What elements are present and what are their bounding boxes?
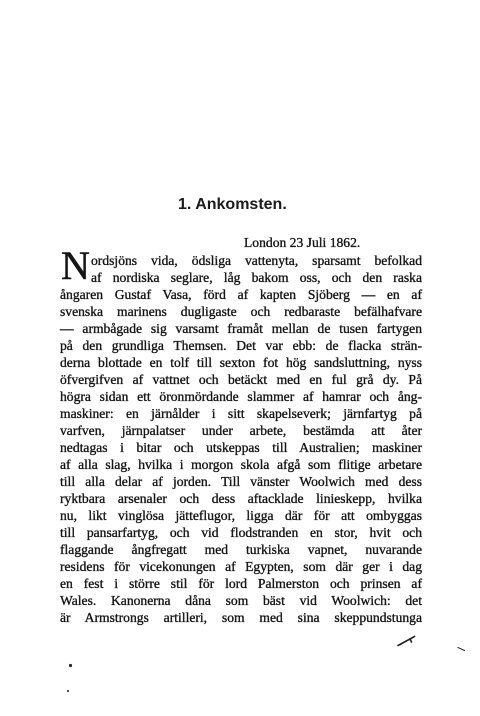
scan-speck [397, 635, 417, 647]
text-line: nu, likt vinglösa jätteflugor, ligga där för att ombyggas [60, 508, 422, 523]
text-line: maskiner: en järnålder i sitt skapelseverk; järnfartyg på [60, 406, 422, 421]
scan-speck [68, 663, 73, 668]
text-line: — armbågade sig varsamt framåt mellan de tusen fartygen [60, 321, 422, 336]
text-line: ryktbara arsenaler och dess aftacklade linieskepp, hvilka [60, 491, 422, 506]
text-line: svenska marinens dugligaste och redbaraste befälhafvare [60, 304, 422, 319]
text-line: ordsjöns vida, ödsliga vattenyta, sparsamt befolkad [91, 253, 422, 268]
text-line: flaggande ångfregatt med turkiska vapnet, nuvarande [60, 542, 422, 557]
scan-speck [66, 689, 70, 693]
text-line: är Armstrongs artilleri, som med sina skeppundstunga [60, 610, 422, 625]
text-line: på den grundliga Themsen. Det var ebb: de flacka strän- [60, 338, 422, 353]
body-text [60, 243, 422, 626]
text-line: af alla slag, hvilka i morgon skola afgå som flitige arbetare [60, 457, 422, 472]
scan-speck [457, 646, 466, 652]
text-line: högra sidan ett öronmördande slammer af hamrar och ång- [60, 389, 422, 404]
text-line: derna blottade en tolf till sexton fot hög sandsluttning, nyss [60, 355, 422, 370]
text-line: af nordiska seglare, låg bakom oss, och den raska [91, 270, 422, 285]
text-line: Wales. Kanonerna dåna som bäst vid Woolwich: det [60, 593, 422, 608]
text-line: en fest i större stil för lord Palmerston och prinsen af [60, 576, 422, 591]
dateline: London 23 Juli 1862. [244, 235, 361, 250]
text-line: till alla delar af jorden. Till vänster Woolwich med dess [60, 474, 422, 489]
text-line: residens för vicekonungen af Egypten, som där ger i dag [60, 559, 422, 574]
chapter-heading: 1. Ankomsten. [178, 196, 287, 213]
drop-cap: N [61, 243, 90, 288]
text-line: ångaren Gustaf Vasa, förd af kapten Sjöberg — en af [60, 287, 422, 302]
text-line: öfvergifven af vattnet och betäckt med en ful grå dy. På [60, 372, 422, 387]
text-line: varfven, järnpalatser under arbete, bestämda att åter [60, 423, 422, 438]
text-line: nedtagas i bitar och utskeppas till Australien; maskiner [60, 440, 422, 455]
text-line: till pansarfartyg, och vid flodstranden en stor, hvit och [60, 525, 422, 540]
